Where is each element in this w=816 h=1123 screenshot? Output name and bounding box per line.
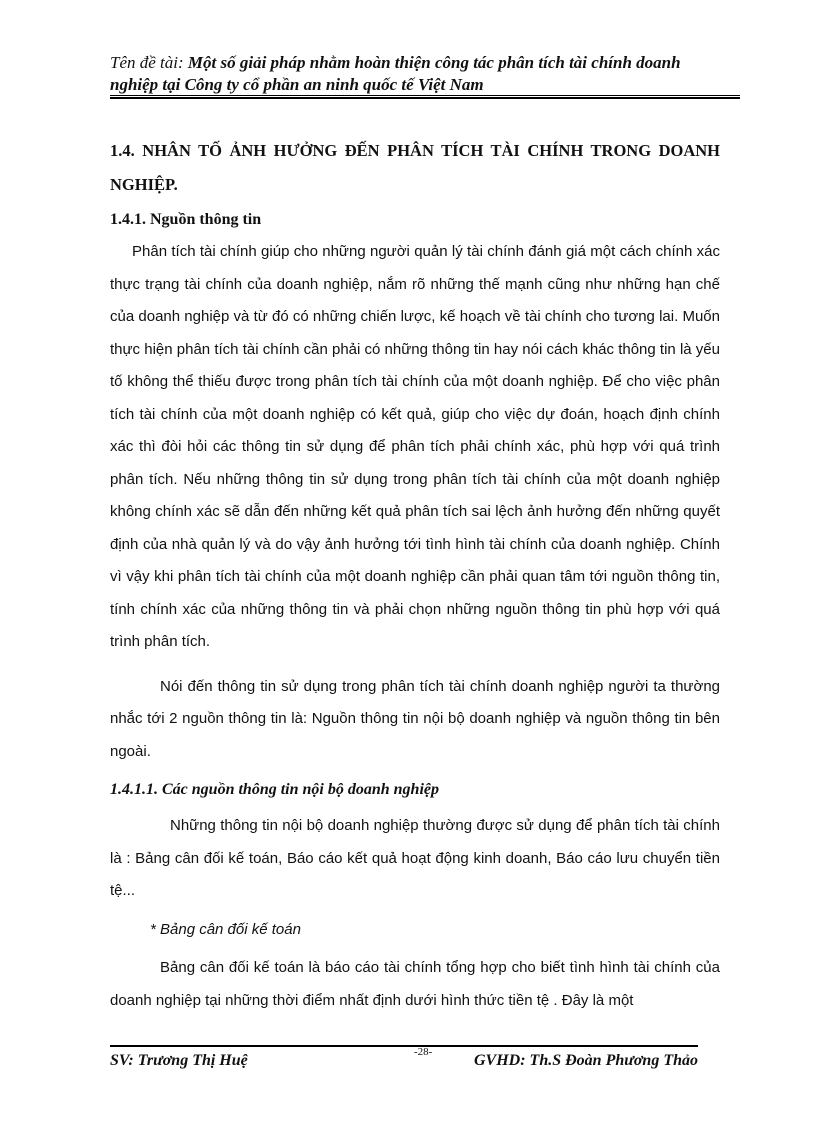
header-title-line1: Một số giải pháp nhằm hoàn thiện công tác phân tích tài chính doanh bbox=[187, 53, 681, 72]
bullet-heading: * Bảng cân đối kế toán bbox=[150, 920, 301, 938]
header-title-line2: nghiệp tại Công ty cổ phần an ninh quốc tế Việt Nam bbox=[110, 75, 484, 94]
footer-divider bbox=[110, 1045, 698, 1047]
subsubsection-heading: 1.4.1.1. Các nguồn thông tin nội bộ doanh nghiệp bbox=[110, 781, 439, 798]
footer-student: SV: Trương Thị Huệ bbox=[110, 1052, 248, 1069]
paragraph-2: Nói đến thông tin sử dụng trong phân tích tài chính doanh nghiệp người ta thường nhắc tới 2 nguồn thông tin là: Nguồn thông tin nội bộ doanh nghiệp và nguồn thông tin bên ngoài. bbox=[110, 677, 720, 760]
page-number: -28- bbox=[414, 1046, 433, 1058]
paragraph-3: Những thông tin nội bộ doanh nghiệp thường được sử dụng để phân tích tài chính là : Bảng cân đối kế toán, Báo cáo kết quả hoạt động kinh doanh, Báo cáo lưu chuyển tiền tệ... bbox=[110, 817, 720, 899]
page-body bbox=[110, 134, 720, 1017]
running-header bbox=[110, 52, 740, 96]
subsection-heading: 1.4.1. Nguồn thông tin bbox=[110, 211, 262, 228]
paragraph-1: Phân tích tài chính giúp cho những người quản lý tài chính đánh giá một cách chính xác thực trạng tài chính của doanh nghiệp, nắm rõ những thế mạnh cũng như những hạn chế của doanh nghiệp và từ đó có những chiến lược, kế hoạch về tài chính cho tương lai. Muốn thực hiện phân tích tài chính cần phải có những thông tin hay nói cách khác thông tin là yếu tố không thể thiếu được trong phân tích tài chính của một doanh nghiệp. Để cho việc phân tích tài chính của một doanh nghiệp có kết quả, giúp cho việc dự đoán, hoạch định chính xác thì đòi hỏi các thông tin sử dụng để phân tích phải chính xác, phù hợp với quá trình phân tích. Nếu những thông tin sử dụng trong phân tích tài chính của một doanh nghiệp không chính xác sẽ dẫn đến những kết quả phân tích sai lệch ảnh hưởng đến những quyết định của nhà quản lý và do vậy ảnh hưởng tới tình hình tài chính của doanh nghiệp. Chính vì vậy khi phân tích tài chính của một doanh nghiệp cần phải quan tâm tới nguồn thông tin, tính chính xác của những thông tin và phải chọn những nguồn thông tin phù hợp với quá trình phân tích. bbox=[110, 243, 720, 650]
header-lead: Tên đề tài: bbox=[110, 53, 188, 72]
header-divider bbox=[110, 95, 740, 99]
paragraph-4: Bảng cân đối kế toán là báo cáo tài chính tổng hợp cho biết tình hình tài chính của doanh nghiệp tại những thời điểm nhất định dưới hình thức tiền tệ . Đây là một bbox=[110, 959, 720, 1009]
running-footer bbox=[110, 1046, 698, 1074]
section-heading: 1.4. NHÂN TỐ ẢNH HƯỞNG ĐẾN PHÂN TÍCH TÀI CHÍNH TRONG DOANH NGHIỆP. bbox=[110, 141, 720, 194]
footer-advisor: GVHD: Th.S Đoàn Phương Thảo bbox=[474, 1052, 698, 1069]
